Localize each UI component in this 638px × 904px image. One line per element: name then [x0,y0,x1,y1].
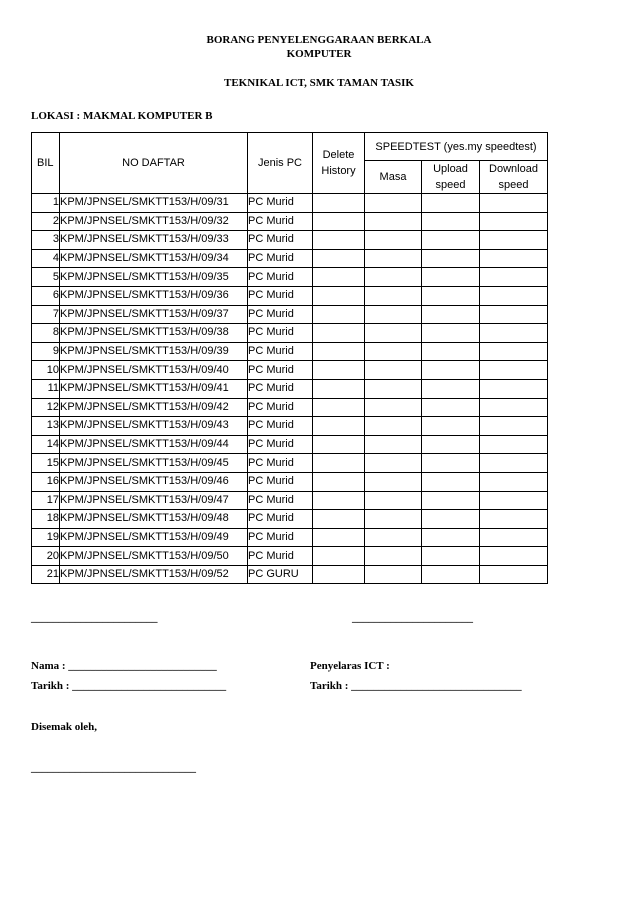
row-no-daftar: KPM/JPNSEL/SMKTT153/H/09/47 [60,491,248,510]
signature-line-right: ______________________ [352,612,473,624]
form-title-line1: BORANG PENYELENGGARAAN BERKALA [206,34,432,46]
row-delete-history-cell [313,249,365,268]
table-row [32,212,548,231]
row-jenis-pc: PC Murid [248,231,313,250]
table-row [32,491,548,510]
row-upload-cell [422,547,480,566]
row-masa-cell [365,324,422,343]
row-masa-cell [365,361,422,380]
row-download-cell [480,342,548,361]
row-masa-cell [365,305,422,324]
table-row [32,361,548,380]
row-download-cell [480,510,548,529]
tarikh-field-left: Tarikh : ____________________________ [31,680,227,692]
table-row [32,305,548,324]
row-jenis-pc: PC Murid [248,510,313,529]
row-delete-history-cell [313,528,365,547]
row-jenis-pc: PC Murid [248,547,313,566]
row-delete-history-cell [313,194,365,213]
row-bil: 5 [32,268,60,287]
row-delete-history-cell [313,305,365,324]
row-delete-history-cell [313,417,365,436]
row-delete-history-cell [313,547,365,566]
row-bil: 16 [32,472,60,491]
form-subtitle: TEKNIKAL ICT, SMK TAMAN TASIK [224,77,414,89]
row-delete-history-cell [313,491,365,510]
row-no-daftar: KPM/JPNSEL/SMKTT153/H/09/38 [60,324,248,343]
table-row [32,510,548,529]
row-masa-cell [365,491,422,510]
row-delete-history-cell [313,510,365,529]
row-no-daftar: KPM/JPNSEL/SMKTT153/H/09/49 [60,528,248,547]
row-masa-cell [365,342,422,361]
row-jenis-pc: PC Murid [248,398,313,417]
row-upload-cell [422,435,480,454]
row-upload-cell [422,361,480,380]
row-bil: 3 [32,231,60,250]
row-upload-cell [422,417,480,436]
row-masa-cell [365,454,422,473]
row-download-cell [480,417,548,436]
header-download-speed: Download speed [480,161,548,194]
row-download-cell [480,361,548,380]
row-bil: 12 [32,398,60,417]
row-jenis-pc: PC Murid [248,472,313,491]
table-row [32,472,548,491]
table-row [32,342,548,361]
row-upload-cell [422,231,480,250]
row-download-cell [480,231,548,250]
row-jenis-pc: PC Murid [248,491,313,510]
row-delete-history-cell [313,231,365,250]
row-masa-cell [365,547,422,566]
row-no-daftar: KPM/JPNSEL/SMKTT153/H/09/40 [60,361,248,380]
row-no-daftar: KPM/JPNSEL/SMKTT153/H/09/45 [60,454,248,473]
row-jenis-pc: PC Murid [248,379,313,398]
row-upload-cell [422,510,480,529]
row-download-cell [480,547,548,566]
table-row [32,454,548,473]
table-row [32,398,548,417]
header-no-daftar: NO DAFTAR [60,133,248,194]
row-upload-cell [422,398,480,417]
row-bil: 17 [32,491,60,510]
row-download-cell [480,565,548,584]
row-upload-cell [422,212,480,231]
row-masa-cell [365,379,422,398]
row-jenis-pc: PC Murid [248,361,313,380]
row-jenis-pc: PC Murid [248,249,313,268]
table-row [32,324,548,343]
row-bil: 8 [32,324,60,343]
table-row [32,268,548,287]
row-download-cell [480,491,548,510]
row-delete-history-cell [313,454,365,473]
table-row [32,528,548,547]
row-upload-cell [422,268,480,287]
header-delete-history: Delete History [313,133,365,194]
tarikh-field-right: Tarikh : _______________________________ [310,680,522,692]
row-jenis-pc: PC Murid [248,268,313,287]
row-download-cell [480,212,548,231]
row-no-daftar: KPM/JPNSEL/SMKTT153/H/09/34 [60,249,248,268]
row-bil: 6 [32,286,60,305]
header-masa: Masa [365,161,422,194]
table-row [32,417,548,436]
maintenance-table [31,132,548,584]
row-upload-cell [422,194,480,213]
row-no-daftar: KPM/JPNSEL/SMKTT153/H/09/35 [60,268,248,287]
row-bil: 2 [32,212,60,231]
nama-field: Nama : ___________________________ [31,660,217,672]
penyelaras-label: Penyelaras ICT : [310,660,390,672]
row-jenis-pc: PC GURU [248,565,313,584]
row-download-cell [480,249,548,268]
row-upload-cell [422,286,480,305]
row-masa-cell [365,268,422,287]
row-no-daftar: KPM/JPNSEL/SMKTT153/H/09/42 [60,398,248,417]
row-download-cell [480,324,548,343]
row-download-cell [480,435,548,454]
signature-line-left: _______________________ [31,612,158,624]
row-download-cell [480,286,548,305]
row-jenis-pc: PC Murid [248,454,313,473]
row-no-daftar: KPM/JPNSEL/SMKTT153/H/09/31 [60,194,248,213]
row-jenis-pc: PC Murid [248,417,313,436]
table-row [32,379,548,398]
row-delete-history-cell [313,565,365,584]
row-delete-history-cell [313,398,365,417]
row-download-cell [480,528,548,547]
row-masa-cell [365,472,422,491]
row-no-daftar: KPM/JPNSEL/SMKTT153/H/09/41 [60,379,248,398]
row-no-daftar: KPM/JPNSEL/SMKTT153/H/09/44 [60,435,248,454]
row-download-cell [480,398,548,417]
row-no-daftar: KPM/JPNSEL/SMKTT153/H/09/39 [60,342,248,361]
row-masa-cell [365,286,422,305]
row-upload-cell [422,472,480,491]
row-download-cell [480,472,548,491]
row-delete-history-cell [313,435,365,454]
row-masa-cell [365,231,422,250]
row-no-daftar: KPM/JPNSEL/SMKTT153/H/09/46 [60,472,248,491]
table-row [32,231,548,250]
row-no-daftar: KPM/JPNSEL/SMKTT153/H/09/52 [60,565,248,584]
row-jenis-pc: PC Murid [248,305,313,324]
row-bil: 9 [32,342,60,361]
row-masa-cell [365,212,422,231]
row-download-cell [480,454,548,473]
disemak-label: Disemak oleh, [31,721,97,733]
table-row [32,194,548,213]
row-upload-cell [422,565,480,584]
row-delete-history-cell [313,324,365,343]
row-no-daftar: KPM/JPNSEL/SMKTT153/H/09/50 [60,547,248,566]
row-bil: 19 [32,528,60,547]
row-bil: 15 [32,454,60,473]
row-delete-history-cell [313,472,365,491]
row-upload-cell [422,249,480,268]
table-row [32,286,548,305]
row-masa-cell [365,417,422,436]
disemak-signature-line: ______________________________ [31,762,196,774]
header-bil: BIL [32,133,60,194]
row-bil: 20 [32,547,60,566]
row-delete-history-cell [313,286,365,305]
table-row [32,249,548,268]
row-no-daftar: KPM/JPNSEL/SMKTT153/H/09/48 [60,510,248,529]
row-no-daftar: KPM/JPNSEL/SMKTT153/H/09/43 [60,417,248,436]
row-delete-history-cell [313,342,365,361]
row-jenis-pc: PC Murid [248,194,313,213]
row-delete-history-cell [313,268,365,287]
table-row [32,547,548,566]
row-download-cell [480,379,548,398]
row-bil: 4 [32,249,60,268]
row-no-daftar: KPM/JPNSEL/SMKTT153/H/09/32 [60,212,248,231]
row-upload-cell [422,454,480,473]
row-jenis-pc: PC Murid [248,528,313,547]
row-upload-cell [422,379,480,398]
row-delete-history-cell [313,361,365,380]
header-jenis-pc: Jenis PC [248,133,313,194]
row-jenis-pc: PC Murid [248,324,313,343]
row-no-daftar: KPM/JPNSEL/SMKTT153/H/09/36 [60,286,248,305]
row-masa-cell [365,249,422,268]
row-no-daftar: KPM/JPNSEL/SMKTT153/H/09/37 [60,305,248,324]
row-masa-cell [365,565,422,584]
table-row [32,435,548,454]
row-bil: 11 [32,379,60,398]
row-jenis-pc: PC Murid [248,212,313,231]
header-speedtest: SPEEDTEST (yes.my speedtest) [365,133,548,161]
row-upload-cell [422,342,480,361]
row-bil: 21 [32,565,60,584]
row-download-cell [480,268,548,287]
row-jenis-pc: PC Murid [248,435,313,454]
row-bil: 7 [32,305,60,324]
row-upload-cell [422,491,480,510]
row-masa-cell [365,510,422,529]
row-download-cell [480,305,548,324]
row-masa-cell [365,435,422,454]
row-delete-history-cell [313,212,365,231]
row-upload-cell [422,324,480,343]
row-upload-cell [422,305,480,324]
row-bil: 13 [32,417,60,436]
row-bil: 14 [32,435,60,454]
row-bil: 10 [32,361,60,380]
row-delete-history-cell [313,379,365,398]
row-jenis-pc: PC Murid [248,286,313,305]
header-upload-speed: Upload speed [422,161,480,194]
row-jenis-pc: PC Murid [248,342,313,361]
row-no-daftar: KPM/JPNSEL/SMKTT153/H/09/33 [60,231,248,250]
location-label: LOKASI : MAKMAL KOMPUTER B [31,110,213,122]
row-download-cell [480,194,548,213]
row-bil: 1 [32,194,60,213]
row-upload-cell [422,528,480,547]
form-title-line2: KOMPUTER [286,48,352,60]
row-masa-cell [365,528,422,547]
row-bil: 18 [32,510,60,529]
table-row [32,565,548,584]
row-masa-cell [365,194,422,213]
row-masa-cell [365,398,422,417]
